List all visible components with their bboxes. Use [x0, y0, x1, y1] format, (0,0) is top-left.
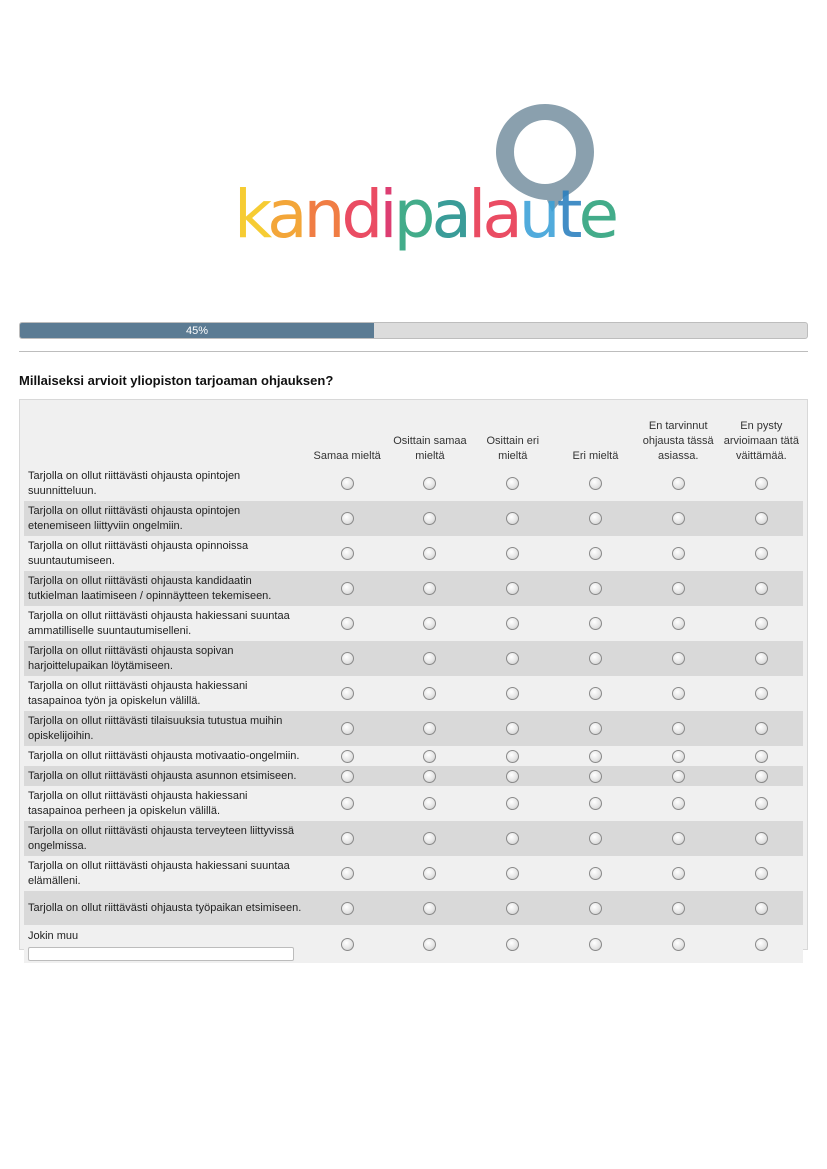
option-cell — [637, 766, 720, 786]
matrix-row — [24, 746, 803, 766]
option-cell — [389, 571, 472, 606]
radio-button[interactable] — [423, 902, 436, 915]
option-cell — [554, 501, 637, 536]
radio-button[interactable] — [755, 652, 768, 665]
row-label: Tarjolla on ollut riittävästi ohjausta hakiessani suuntaa ammatilliselle suuntautumiselleni. — [24, 606, 306, 641]
radio-button[interactable] — [755, 867, 768, 880]
radio-button[interactable] — [672, 687, 685, 700]
matrix-row — [24, 536, 803, 571]
radio-button[interactable] — [423, 832, 436, 845]
radio-button[interactable] — [672, 617, 685, 630]
option-cell — [720, 821, 803, 856]
option-cell — [637, 746, 720, 766]
radio-button[interactable] — [506, 832, 519, 845]
option-cell — [306, 606, 389, 641]
logo-letter: u — [518, 176, 557, 253]
option-cell — [637, 786, 720, 821]
radio-button[interactable] — [589, 770, 602, 783]
matrix-row — [24, 641, 803, 676]
option-cell — [720, 711, 803, 746]
row-label: Tarjolla on ollut riittävästi tilaisuuksia tutustua muihin opiskelijoihin. — [24, 711, 306, 746]
option-cell — [471, 766, 554, 786]
option-cell — [720, 641, 803, 676]
matrix-row — [24, 676, 803, 711]
radio-button[interactable] — [506, 938, 519, 951]
option-cell — [389, 746, 472, 766]
radio-button[interactable] — [341, 547, 354, 560]
radio-button[interactable] — [506, 617, 519, 630]
radio-button[interactable] — [755, 582, 768, 595]
radio-button[interactable] — [755, 617, 768, 630]
option-cell — [471, 466, 554, 501]
radio-button[interactable] — [423, 547, 436, 560]
matrix-row — [24, 571, 803, 606]
row-label: Tarjolla on ollut riittävästi ohjausta opintojen etenemiseen liittyviin ongelmiin. — [24, 501, 306, 536]
radio-button[interactable] — [423, 770, 436, 783]
option-cell — [720, 536, 803, 571]
option-cell — [306, 786, 389, 821]
matrix-row — [24, 891, 803, 925]
logo-letter: e — [578, 176, 616, 253]
radio-button[interactable] — [589, 617, 602, 630]
radio-button[interactable] — [506, 902, 519, 915]
option-cell — [637, 466, 720, 501]
option-cell — [637, 676, 720, 711]
logo-letter: d — [341, 176, 380, 253]
row-label: Tarjolla on ollut riittävästi ohjausta opinnoissa suuntautumiseen. — [24, 536, 306, 571]
radio-button[interactable] — [341, 938, 354, 951]
radio-button[interactable] — [423, 687, 436, 700]
option-cell — [471, 571, 554, 606]
radio-button[interactable] — [423, 477, 436, 490]
radio-button[interactable] — [672, 938, 685, 951]
option-cell — [389, 891, 472, 925]
radio-button[interactable] — [589, 547, 602, 560]
column-header: Eri mieltä — [572, 450, 619, 462]
option-cell — [720, 466, 803, 501]
radio-button[interactable] — [506, 512, 519, 525]
radio-button[interactable] — [589, 832, 602, 845]
radio-button[interactable] — [672, 652, 685, 665]
logo-letter: i — [379, 176, 394, 253]
option-cell — [389, 786, 472, 821]
option-cell — [554, 466, 637, 501]
radio-button[interactable] — [341, 832, 354, 845]
radio-button[interactable] — [672, 582, 685, 595]
radio-button[interactable] — [589, 687, 602, 700]
matrix-row — [24, 501, 803, 536]
row-label: Tarjolla on ollut riittävästi ohjausta hakiessani tasapainoa perheen ja opiskelun välillä. — [24, 786, 306, 821]
option-cell — [554, 925, 637, 963]
radio-button[interactable] — [341, 687, 354, 700]
option-cell — [306, 676, 389, 711]
radio-button[interactable] — [589, 652, 602, 665]
progress-label: 45% — [186, 324, 209, 337]
matrix-row — [24, 856, 803, 891]
radio-button[interactable] — [423, 512, 436, 525]
option-cell — [720, 746, 803, 766]
radio-button[interactable] — [341, 902, 354, 915]
option-cell — [306, 711, 389, 746]
option-cell — [637, 571, 720, 606]
option-cell — [720, 925, 803, 963]
radio-button[interactable] — [506, 867, 519, 880]
option-cell — [471, 501, 554, 536]
column-header: En pysty arvioimaan tätä väittämää. — [723, 420, 799, 462]
logo-letter: p — [393, 176, 432, 253]
option-cell — [306, 501, 389, 536]
logo-letter: l — [467, 176, 483, 253]
row-label: Tarjolla on ollut riittävästi ohjausta työpaikan etsimiseen. — [24, 891, 306, 925]
radio-button[interactable] — [672, 512, 685, 525]
radio-button[interactable] — [589, 512, 602, 525]
option-cell — [554, 821, 637, 856]
row-label: Tarjolla on ollut riittävästi ohjausta hakiessani suuntaa elämälleni. — [24, 856, 306, 891]
row-label: Tarjolla on ollut riittävästi ohjausta opintojen suunnitteluun. — [24, 466, 306, 501]
row-label: Tarjolla on ollut riittävästi ohjausta hakiessani tasapainoa työn ja opiskelun välillä. — [24, 676, 306, 711]
radio-button[interactable] — [423, 797, 436, 810]
radio-button[interactable] — [506, 477, 519, 490]
row-label: Tarjolla on ollut riittävästi ohjausta kandidaatin tutkielman laatimiseen / opinnäytteen tekemiseen. — [24, 571, 306, 606]
radio-button[interactable] — [506, 722, 519, 735]
option-cell — [637, 606, 720, 641]
logo-letter: n — [303, 176, 342, 253]
option-cell — [389, 711, 472, 746]
radio-button[interactable] — [506, 652, 519, 665]
option-cell — [637, 821, 720, 856]
option-cell — [471, 786, 554, 821]
radio-button[interactable] — [672, 722, 685, 735]
option-cell — [471, 925, 554, 963]
logo-letter: a — [482, 176, 519, 253]
option-cell — [389, 856, 472, 891]
option-cell — [637, 536, 720, 571]
matrix-row — [24, 711, 803, 746]
radio-button[interactable] — [423, 750, 436, 763]
option-cell — [471, 676, 554, 711]
option-cell — [389, 766, 472, 786]
radio-button[interactable] — [672, 797, 685, 810]
radio-button[interactable] — [423, 938, 436, 951]
option-cell — [306, 536, 389, 571]
radio-button[interactable] — [672, 750, 685, 763]
radio-button[interactable] — [672, 832, 685, 845]
option-cell — [389, 501, 472, 536]
option-cell — [554, 711, 637, 746]
radio-button[interactable] — [506, 582, 519, 595]
divider — [19, 351, 808, 352]
radio-button[interactable] — [423, 652, 436, 665]
radio-button[interactable] — [589, 867, 602, 880]
radio-button[interactable] — [589, 477, 602, 490]
radio-button[interactable] — [589, 797, 602, 810]
matrix-row — [24, 821, 803, 856]
option-cell — [471, 641, 554, 676]
option-cell — [389, 536, 472, 571]
option-cell — [554, 786, 637, 821]
logo-letter: a — [267, 176, 304, 253]
column-header: Osittain samaa mieltä — [393, 435, 467, 462]
matrix-row — [24, 786, 803, 821]
radio-button[interactable] — [341, 797, 354, 810]
option-cell — [306, 571, 389, 606]
option-cell — [306, 766, 389, 786]
option-cell — [471, 536, 554, 571]
radio-button[interactable] — [755, 512, 768, 525]
row-label: Tarjolla on ollut riittävästi ohjausta asunnon etsimiseen. — [24, 766, 306, 786]
radio-button[interactable] — [423, 867, 436, 880]
logo-letter: t — [556, 176, 579, 253]
progress-bar — [19, 322, 808, 339]
option-cell — [720, 501, 803, 536]
likert-matrix — [19, 399, 808, 950]
radio-button[interactable] — [341, 477, 354, 490]
option-cell — [306, 856, 389, 891]
radio-button[interactable] — [672, 547, 685, 560]
radio-button[interactable] — [672, 902, 685, 915]
option-cell — [306, 891, 389, 925]
column-header: En tarvinnut ohjausta tässä asiassa. — [642, 420, 714, 462]
option-cell — [389, 641, 472, 676]
radio-button[interactable] — [755, 477, 768, 490]
radio-button[interactable] — [506, 797, 519, 810]
radio-button[interactable] — [755, 722, 768, 735]
radio-button[interactable] — [506, 687, 519, 700]
option-cell — [471, 821, 554, 856]
matrix-row — [24, 466, 803, 501]
radio-button[interactable] — [755, 687, 768, 700]
other-text-input[interactable] — [28, 947, 294, 961]
radio-button[interactable] — [341, 512, 354, 525]
radio-button[interactable] — [506, 547, 519, 560]
radio-button[interactable] — [755, 750, 768, 763]
option-cell — [471, 856, 554, 891]
option-cell — [306, 641, 389, 676]
option-cell — [389, 606, 472, 641]
option-cell — [554, 606, 637, 641]
matrix-row — [24, 606, 803, 641]
logo-letter: k — [234, 176, 268, 253]
option-cell — [554, 856, 637, 891]
radio-button[interactable] — [341, 652, 354, 665]
radio-button[interactable] — [341, 722, 354, 735]
logo-letter: a — [431, 176, 468, 253]
radio-button[interactable] — [341, 867, 354, 880]
radio-button[interactable] — [755, 770, 768, 783]
option-cell — [306, 925, 389, 963]
kandipalaute-logo — [230, 100, 616, 295]
option-cell — [306, 746, 389, 766]
option-cell — [471, 891, 554, 925]
column-header: Osittain eri mieltä — [486, 435, 540, 462]
option-cell — [306, 821, 389, 856]
option-cell — [389, 466, 472, 501]
radio-button[interactable] — [672, 867, 685, 880]
option-cell — [637, 925, 720, 963]
radio-button[interactable] — [589, 722, 602, 735]
option-cell — [389, 821, 472, 856]
row-label: Tarjolla on ollut riittävästi ohjausta motivaatio-ongelmiin. — [24, 746, 306, 766]
matrix-row — [24, 766, 803, 786]
row-label: Tarjolla on ollut riittävästi ohjausta sopivan harjoittelupaikan löytämiseen. — [24, 641, 306, 676]
radio-button[interactable] — [589, 902, 602, 915]
radio-button[interactable] — [341, 750, 354, 763]
logo-wordmark — [234, 176, 616, 253]
option-cell — [389, 676, 472, 711]
radio-button[interactable] — [755, 902, 768, 915]
row-label: Tarjolla on ollut riittävästi ohjausta terveyteen liittyvissä ongelmissa. — [24, 821, 306, 856]
radio-button[interactable] — [672, 770, 685, 783]
option-cell — [554, 746, 637, 766]
option-cell — [720, 606, 803, 641]
radio-button[interactable] — [506, 750, 519, 763]
question-title: Millaiseksi arvioit yliopiston tarjoaman ohjauksen? — [19, 373, 334, 388]
radio-button[interactable] — [341, 617, 354, 630]
option-cell — [637, 891, 720, 925]
option-cell — [554, 641, 637, 676]
radio-button[interactable] — [423, 617, 436, 630]
matrix-header-blank — [24, 400, 306, 466]
radio-button[interactable] — [755, 797, 768, 810]
option-cell — [720, 786, 803, 821]
radio-button[interactable] — [423, 582, 436, 595]
option-cell — [637, 856, 720, 891]
radio-button[interactable] — [423, 722, 436, 735]
option-cell — [720, 891, 803, 925]
column-header: Samaa mieltä — [313, 450, 381, 462]
radio-button[interactable] — [755, 938, 768, 951]
radio-button[interactable] — [506, 770, 519, 783]
option-cell — [720, 856, 803, 891]
option-cell — [554, 891, 637, 925]
radio-button[interactable] — [755, 832, 768, 845]
option-cell — [554, 536, 637, 571]
option-cell — [554, 571, 637, 606]
option-cell — [471, 711, 554, 746]
row-label-other — [24, 925, 306, 963]
radio-button[interactable] — [755, 547, 768, 560]
radio-button[interactable] — [341, 770, 354, 783]
option-cell — [720, 676, 803, 711]
option-cell — [471, 606, 554, 641]
radio-button[interactable] — [589, 582, 602, 595]
option-cell — [554, 766, 637, 786]
radio-button[interactable] — [672, 477, 685, 490]
other-label: Jokin muu — [28, 929, 79, 942]
option-cell — [720, 571, 803, 606]
option-cell — [637, 711, 720, 746]
radio-button[interactable] — [589, 938, 602, 951]
matrix-header-row — [24, 400, 803, 466]
radio-button[interactable] — [589, 750, 602, 763]
option-cell — [720, 766, 803, 786]
option-cell — [389, 925, 472, 963]
option-cell — [554, 676, 637, 711]
matrix-row-other — [24, 925, 803, 963]
option-cell — [306, 466, 389, 501]
radio-button[interactable] — [341, 582, 354, 595]
option-cell — [471, 746, 554, 766]
option-cell — [637, 641, 720, 676]
option-cell — [637, 501, 720, 536]
